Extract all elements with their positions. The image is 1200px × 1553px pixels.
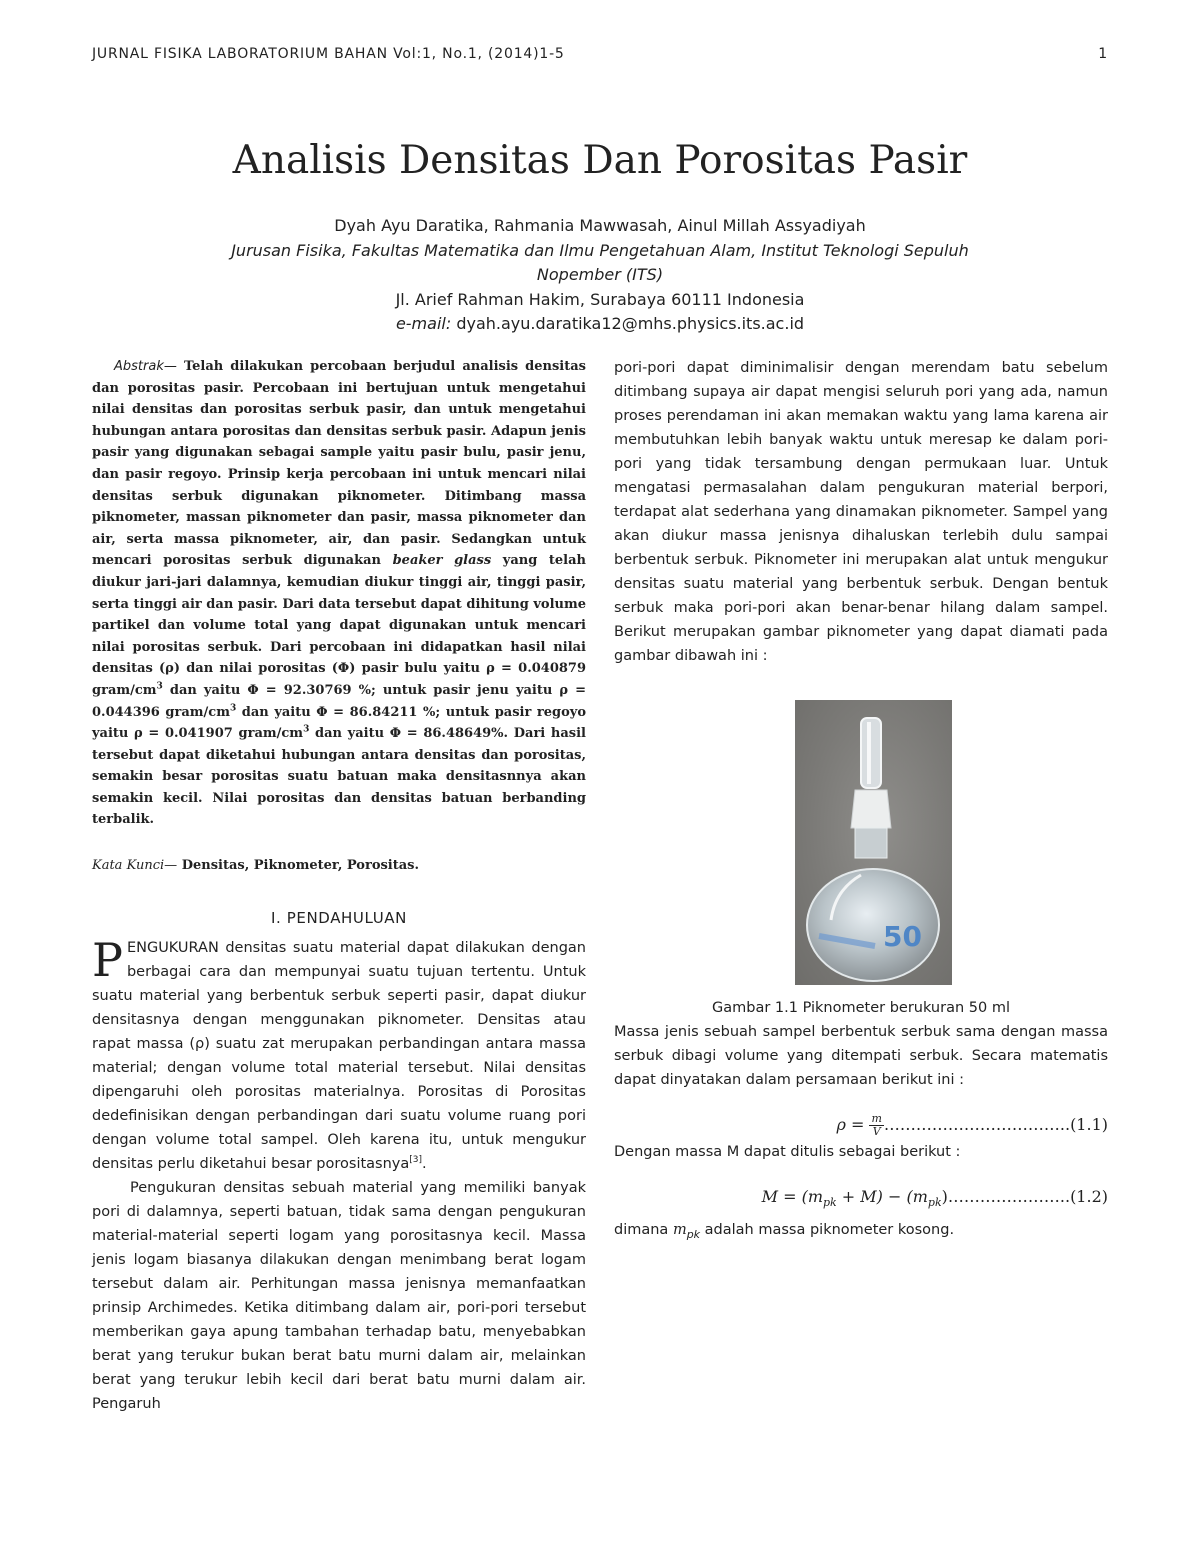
running-header (92, 46, 1108, 62)
intro-paragraph-2: Pengukuran densitas sebuah material yang memiliki banyak pori di dalamnya, seperti batuan, tidak sama dengan pengukuran material-material seperti logam yang porositasnya kecil. Massa jenis logam biasanya dilakukan dengan menimbang berat logam tersebut dalam air. Perhitungan massa jenisnya memanfaatkan prinsip Archimedes. Ketika ditimbang dalam air, pori-pori tersebut memberikan gaya apung tambahan terhadap batu, menyebabkan berat yang terukur bukan berat batu murni dalam air, melainkan berat yang terukur lebih kecil dari berat batu murni dalam air. Pengaruh (92, 1180, 586, 1413)
affiliation-line-1: Jurusan Fisika, Fakultas Matematika dan Ilmu Pengetahuan Alam, Institut Teknologi Sepuluh (231, 240, 969, 260)
where-variable: m (672, 1222, 687, 1238)
keywords-label: Kata Kunci— (92, 858, 178, 874)
left-column (92, 356, 586, 1416)
sentence-end: . (422, 1156, 427, 1173)
page-number: 1 (1098, 46, 1108, 62)
eq2-close: ) (941, 1187, 948, 1206)
address: Jl. Arief Rahman Hakim, Surabaya 60111 Indonesia (395, 289, 805, 309)
abstract-text-2: yang telah diukur jari-jari dalamnya, kemudian diukur tinggi air, tinggi pasir, serta tinggi air dan pasir. Dari data tersebut dapat dihitung volume partikel dan volume total yang dapat digunakan untuk mencari nilai porositas serbuk. Dari percobaan ini didapatkan hasil nilai densitas (ρ) dan nilai porositas (Φ) pasir bulu yaitu ρ = 0.040879 gram/cm (92, 553, 586, 698)
ground-glass-neck (851, 790, 891, 828)
author-block (150, 214, 1050, 337)
where-paragraph (614, 1218, 1108, 1247)
abstract-label: Abstrak— (114, 359, 177, 374)
abstract-text-1: Telah dilakukan percobaan berjudul analisis densitas dan porositas pasir. Percobaan ini bertujuan untuk mengetahui nilai densitas dan porositas serbuk pasir, dan untuk mengetahui hubungan antara porositas dan densitas serbuk pasir. Adapun jenis pasir yang digunakan sebagai sample yaitu pasir bulu, pasir jenu, dan pasir regoyo. Prinsip kerja percobaan ini untuk mencari nilai densitas serbuk digunakan piknometer. Ditimbang massa piknometer, massan piknometer dan pasir, massa piknometer dan air, serta massa piknometer, air, dan pasir. Sedangkan untuk mencari porositas serbuk digunakan (92, 359, 586, 569)
drop-cap: P (92, 933, 123, 988)
right-column (614, 356, 1108, 1247)
eq1-numerator: m (871, 1112, 882, 1125)
continued-paragraph: pori-pori dapat diminimalisir dengan merendam batu sebelum ditimbang supaya air dapat mengisi seluruh pori yang ada, namun proses perendaman ini akan memakan waktu yang lama karena air membutuhkan lebih banyak waktu untuk meresap ke dalam pori-pori yang tidak tersambung dengan permukaan luar. Untuk mengatasi permasalahan dalam pengukuran material berpori, terdapat alat sederhana yang dinamakan piknometer. Sampel yang akan diukur massa jenisnya dihaluskan terlebih dulu sampai berbentuk serbuk. Piknometer ini merupakan alat untuk mengukur densitas suatu material yang berbentuk serbuk. Dengan bentuk serbuk maka pori-pori akan benar-benar hilang dalam sampel. Berikut merupakan gambar piknometer yang dapat diamati pada gambar dibawah ini : (614, 360, 1108, 664)
pycnometer-photo (795, 700, 952, 985)
eq1-denominator: V (872, 1125, 881, 1138)
eq2-lhs: M = (m (761, 1187, 823, 1206)
eq1-fraction (869, 1113, 883, 1138)
email-label: e-mail: (395, 314, 452, 333)
eq2-dots: ………………….. (947, 1187, 1071, 1206)
density-paragraph: Massa jenis sebuah sampel berbentuk serbuk sama dengan massa serbuk dibagi volume yang ditempati serbuk. Secara matematis dapat dinyatakan dalam persamaan berikut ini : (614, 1024, 1108, 1088)
intro-text-1: ENGUKURAN densitas suatu material dapat dilakukan dengan berbagai cara dan mempunyai suatu tujuan tertentu. Untuk suatu material yang berbentuk serbuk seperti pasir, dapat diukur densitasnya dengan menggunakan piknometer. Densitas atau rapat massa (ρ) suatu zat merupakan perbandingan antara massa material; dengan volume total material tersebut. Nilai densitas dipengaruhi oleh porositas materialnya. Porositas di Porositas dedefinisikan dengan perbandingan dari suatu volume ruang pori dengan volume total sampel. Oleh karena itu, untuk mengukur densitas perlu diketahui besar porositasnya (92, 940, 586, 1173)
abstract-text-5: dan yaitu Φ = 86.48649%. Dari hasil tersebut dapat diketahui hubungan antara densitas dan porositas, semakin besar porositas suatu batuan maka densitasnnya akan semakin kecil. Nilai porositas dan densitas batuan berbanding terbalik. (92, 726, 586, 828)
intro-paragraph-1 (92, 933, 586, 1176)
keywords (92, 855, 586, 876)
figure (614, 700, 1108, 990)
section-heading: I. PENDAHULUAN (271, 909, 407, 928)
eq2-sub-2: pk (927, 1196, 942, 1209)
eq1-number: (1.1) (1070, 1115, 1108, 1134)
paper-title: Analisis Densitas Dan Porositas Pasir (232, 138, 968, 183)
figure-caption: Gambar 1.1 Piknometer berukuran 50 ml (712, 1000, 1010, 1016)
eq2-mid: + M) − (m (836, 1187, 928, 1206)
mass-M-paragraph: Dengan massa M dapat ditulis sebagai berikut : (614, 1144, 961, 1160)
abstract-text-4: dan yaitu Φ = 86.84211 %; untuk pasir regoyo yaitu ρ = 0.041907 gram/cm (92, 704, 586, 742)
where-subscript: pk (686, 1228, 701, 1241)
superscript: 3 (229, 703, 237, 714)
where-text-1: dimana (614, 1222, 669, 1238)
eq2-number: (1.2) (1070, 1187, 1108, 1206)
eq1-dots: …………………………….. (883, 1115, 1071, 1134)
equation-1-1 (614, 1110, 1108, 1140)
volume-marking: 50 (883, 920, 922, 953)
superscript: 3 (156, 681, 163, 692)
citation-ref[interactable]: [3] (409, 1155, 423, 1166)
email-line (150, 312, 1050, 337)
pycnometer-illustration (795, 700, 952, 985)
email-address[interactable]: dyah.ayu.daratika12@mhs.physics.its.ac.id (456, 314, 805, 333)
affiliation-line-2: Nopember (ITS) (536, 265, 664, 284)
abstract-italic-term: beaker glass (392, 553, 492, 569)
keywords-text: Densitas, Piknometer, Porositas. (181, 858, 420, 874)
where-text-2: adalah massa piknometer kosong. (704, 1222, 955, 1238)
abstract (92, 356, 586, 831)
abstract-text-3: dan yaitu Φ = 92.30769 %; untuk pasir jenu yaitu ρ = 0.044396 gram/cm (92, 682, 587, 720)
eq1-lhs: ρ = (836, 1115, 865, 1134)
equation-1-2 (614, 1182, 1108, 1218)
superscript: 3 (303, 724, 310, 735)
author-names: Dyah Ayu Daratika, Rahmania Mawwasah, Ainul Millah Assyadiyah (334, 216, 866, 235)
eq2-sub-1: pk (823, 1196, 837, 1209)
journal-citation: JURNAL FISIKA LABORATORIUM BAHAN Vol:1, No.1, (2014)1-5 (92, 46, 565, 62)
